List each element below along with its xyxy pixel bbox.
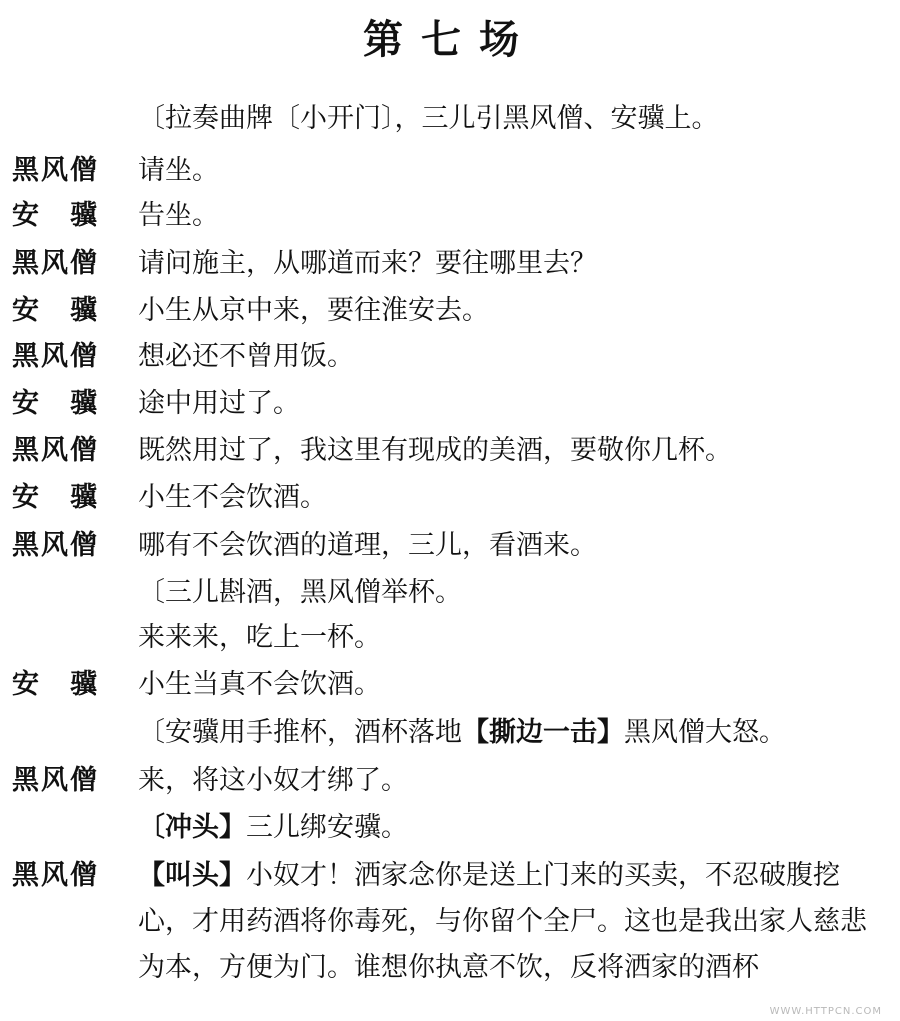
dialogue-text: 小生从京中来，要往淮安去。 <box>138 295 489 326</box>
stage-direction-after: 三儿绑安骥。 <box>246 812 408 843</box>
dialogue-text: 途中用过了。 <box>138 388 300 419</box>
speaker-name: 黑风僧 <box>12 530 99 561</box>
dialogue-line <box>0 193 900 239</box>
stage-direction-before: 〔安骥用手推杯，酒杯落地 <box>138 717 462 748</box>
dialogue-text: 小生不会饮酒。 <box>138 482 327 513</box>
stage-direction <box>0 570 900 616</box>
dialogue-line <box>0 288 900 334</box>
speaker-name: 黑风僧 <box>12 248 99 279</box>
dialogue-text: 小生当真不会饮酒。 <box>138 669 381 700</box>
dialogue-continuation <box>0 615 900 661</box>
speaker-name: 安 骥 <box>12 295 99 326</box>
dialogue-text: 想必还不曾用饭。 <box>138 341 354 372</box>
dialogue-line <box>0 662 900 708</box>
speaker-name: 黑风僧 <box>12 765 99 796</box>
speaker-name: 安 骥 <box>12 482 99 513</box>
stage-direction-text: 〔三儿斟酒，黑风僧举杯。 <box>138 577 462 608</box>
music-cue: 〔冲头】 <box>138 812 246 843</box>
dialogue-line <box>0 241 900 287</box>
music-cue: 【叫头】 <box>138 860 246 891</box>
speech-body: 小奴才！洒家念你是送上门来的买卖，不忍破腹挖心，才用药酒将你毒死，与你留个全尸。这也是我出家人慈悲为本，方便为门。谁想你执意不饮，反将洒家的酒杯 <box>138 860 867 983</box>
stage-direction-text <box>138 710 786 756</box>
site-watermark: WWW.HTTPCN.COM <box>769 1006 882 1017</box>
dialogue-line <box>0 381 900 427</box>
dialogue-line <box>0 523 900 569</box>
stage-direction-text <box>138 805 408 851</box>
stage-direction-text: 〔拉奏曲牌〔小开门〕，三儿引黑风僧、安骥上。 <box>138 103 719 134</box>
stage-direction <box>0 805 900 851</box>
speaker-name: 安 骥 <box>12 388 99 419</box>
dialogue-text: 既然用过了，我这里有现成的美酒，要敬你几杯。 <box>138 435 732 466</box>
stage-direction-after: 黑风僧大怒。 <box>624 717 786 748</box>
stage-direction-opening <box>0 96 900 142</box>
speaker-name: 安 骥 <box>12 669 99 700</box>
dialogue-line <box>0 758 900 804</box>
dialogue-text: 告坐。 <box>138 200 219 231</box>
dialogue-line <box>0 334 900 380</box>
music-cue: 【撕边一击】 <box>462 717 624 748</box>
speaker-name: 安 骥 <box>12 200 99 231</box>
dialogue-text: 请问施主，从哪道而来？要往哪里去？ <box>138 248 597 279</box>
dialogue-text: 来，将这小奴才绑了。 <box>138 765 408 796</box>
scene-title: 第七场 <box>363 16 537 63</box>
speaker-name: 黑风僧 <box>12 435 99 466</box>
speaker-name: 黑风僧 <box>12 860 99 891</box>
dialogue-line <box>0 148 900 194</box>
speaker-name: 黑风僧 <box>12 155 99 186</box>
final-speech-text <box>138 853 890 991</box>
stage-direction <box>0 710 900 756</box>
dialogue-text: 请坐。 <box>138 155 219 186</box>
speaker-name: 黑风僧 <box>12 341 99 372</box>
dialogue-line <box>0 475 900 521</box>
dialogue-text: 来来来，吃上一杯。 <box>138 622 381 653</box>
dialogue-line <box>0 428 900 474</box>
dialogue-text: 哪有不会饮酒的道理，三儿，看酒来。 <box>138 530 597 561</box>
